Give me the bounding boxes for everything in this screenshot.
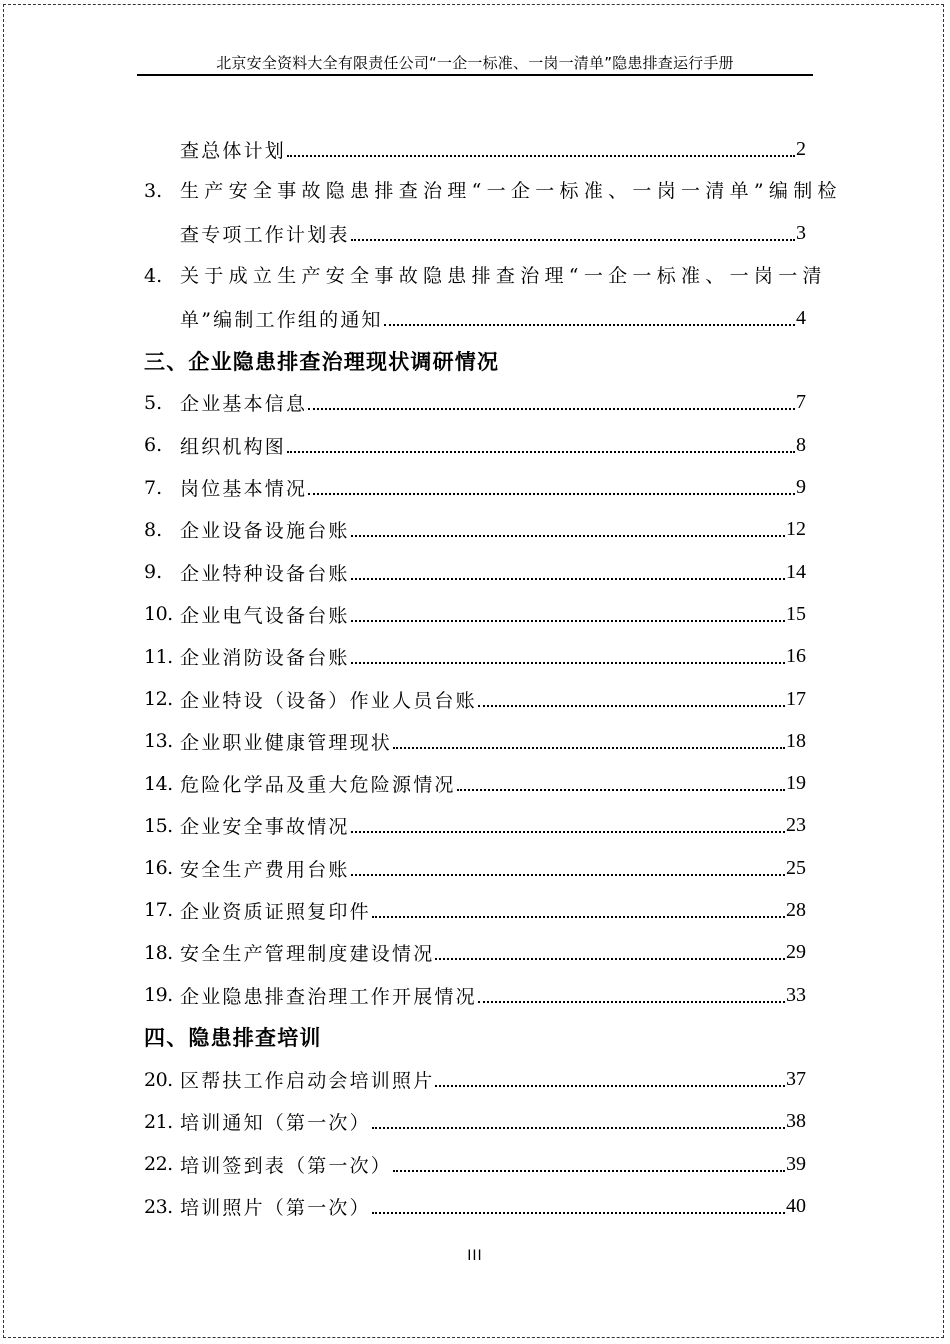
toc-page-number: 8 xyxy=(796,433,806,456)
toc-page-number: 17 xyxy=(786,687,806,710)
running-header: 北京安全资料大全有限责任公司“一企一标准、一岗一清单”隐患排查运行手册 xyxy=(216,54,734,72)
toc-page-number: 39 xyxy=(786,1152,806,1175)
toc-entry-number: 18. xyxy=(144,941,173,964)
toc-entry[interactable] xyxy=(144,509,806,551)
toc-entry[interactable] xyxy=(144,424,806,466)
toc-entry-number: 17. xyxy=(144,899,173,922)
dot-leader xyxy=(372,897,785,918)
toc-entry-number: 3. xyxy=(144,180,163,203)
dot-leader xyxy=(287,136,795,157)
toc-entry-number: 5. xyxy=(144,391,163,414)
toc-entry-number: 10. xyxy=(144,603,173,626)
toc-page-number: 37 xyxy=(786,1068,806,1091)
toc-entry[interactable] xyxy=(144,805,806,847)
toc-entry-number: 9. xyxy=(144,561,163,584)
section-heading-4[interactable]: 四、隐患排查培训 xyxy=(144,1025,322,1051)
dot-leader xyxy=(308,389,795,410)
toc-entry-label: 企业特设（设备）作业人员台账 xyxy=(180,689,477,712)
toc-entry-number: 16. xyxy=(144,857,173,880)
toc-entry-label: 安全生产管理制度建设情况 xyxy=(180,943,435,966)
toc-entry[interactable] xyxy=(144,382,806,424)
toc-page-number: 25 xyxy=(786,856,806,879)
toc-entry-label: 企业基本信息 xyxy=(180,393,308,416)
dot-leader xyxy=(457,770,785,791)
toc-entry-number: 8. xyxy=(144,518,163,541)
toc-entry-label: 企业特种设备台账 xyxy=(180,562,350,585)
toc-page-number: 33 xyxy=(786,983,806,1006)
section-3-entries xyxy=(144,382,806,1016)
toc-entry-number: 12. xyxy=(144,688,173,710)
toc-entry[interactable] xyxy=(144,551,806,593)
dot-leader xyxy=(372,1193,785,1214)
dot-leader xyxy=(478,982,785,1003)
dot-leader xyxy=(351,643,785,664)
toc-entry-label: 培训通知（第一次） xyxy=(180,1112,371,1135)
toc-entry-label: 危险化学品及重大危险源情况 xyxy=(180,774,456,797)
toc-page-number: 29 xyxy=(786,941,806,964)
toc-entry-3-line1[interactable] xyxy=(144,170,842,212)
toc-entry-number: 14. xyxy=(144,772,173,795)
toc-page-number: 4 xyxy=(796,306,806,329)
toc-entry[interactable] xyxy=(144,932,806,974)
page-number-footer: III xyxy=(467,1248,483,1264)
dot-leader xyxy=(287,432,795,453)
toc-page-number: 40 xyxy=(786,1195,806,1218)
toc-entry[interactable] xyxy=(144,678,806,720)
toc-entry-number: 19. xyxy=(144,984,173,1007)
dot-leader xyxy=(435,939,785,960)
toc-entry-label: 岗位基本情况 xyxy=(180,478,308,501)
toc-page-number: 23 xyxy=(786,814,806,837)
toc-entry-label: 企业电气设备台账 xyxy=(180,604,350,627)
toc-entry-label: 培训照片（第一次） xyxy=(180,1197,371,1220)
toc-entry[interactable] xyxy=(144,847,806,889)
toc-entry-number: 23. xyxy=(144,1195,173,1218)
section-heading-3[interactable]: 三、企业隐患排查治理现状调研情况 xyxy=(144,348,500,374)
table-of-contents xyxy=(144,128,842,1228)
toc-entry-4-line1[interactable] xyxy=(144,255,827,297)
toc-entry-label: 组织机构图 xyxy=(180,435,287,458)
toc-entry[interactable] xyxy=(144,1143,806,1185)
toc-entry-number: 13. xyxy=(144,730,173,753)
toc-page-number: 19 xyxy=(786,772,806,795)
toc-entry-number: 15. xyxy=(144,814,173,837)
toc-page-number: 15 xyxy=(786,602,806,625)
toc-entry[interactable] xyxy=(144,593,806,635)
toc-entry-label: 企业设备设施台账 xyxy=(180,520,350,543)
toc-entry-number: 4. xyxy=(144,264,163,287)
dot-leader xyxy=(384,305,795,326)
toc-entry-number: 21. xyxy=(144,1110,173,1133)
dot-leader xyxy=(351,812,785,833)
toc-entry-label: 培训签到表（第一次） xyxy=(180,1154,393,1177)
toc-entry-carryover[interactable] xyxy=(144,128,806,170)
toc-entry-4-line2[interactable] xyxy=(144,297,806,339)
dot-leader xyxy=(351,220,795,241)
toc-entry[interactable] xyxy=(144,466,806,508)
toc-page-number: 28 xyxy=(786,898,806,921)
toc-entry-label: 企业职业健康管理现状 xyxy=(180,731,393,754)
toc-entry-label: 企业消防设备台账 xyxy=(180,647,350,670)
toc-page-number: 18 xyxy=(786,729,806,752)
toc-entry-label: 安全生产费用台账 xyxy=(180,858,350,881)
toc-entry-number: 6. xyxy=(144,434,163,457)
toc-entry[interactable] xyxy=(144,974,806,1016)
toc-entry[interactable] xyxy=(144,1185,806,1227)
toc-entry-label: 关于成立生产安全事故隐患排查治理“一企一标准、一岗一清 xyxy=(180,264,827,287)
toc-entry-number: 20. xyxy=(144,1068,173,1091)
toc-entry[interactable] xyxy=(144,720,806,762)
toc-page-number: 16 xyxy=(786,645,806,668)
toc-entry-label: 企业隐患排查治理工作开展情况 xyxy=(180,985,477,1008)
toc-page-number: 7 xyxy=(796,391,806,414)
dot-leader xyxy=(393,1151,785,1172)
toc-entry[interactable] xyxy=(144,762,806,804)
toc-page-number: 14 xyxy=(786,560,806,583)
toc-entry-3-line2[interactable] xyxy=(144,213,806,255)
toc-page-number: 2 xyxy=(796,137,806,160)
toc-page-number: 9 xyxy=(796,476,806,499)
toc-entry-number: 7. xyxy=(144,476,163,499)
toc-page-number: 3 xyxy=(796,222,806,245)
toc-entry-label: 生产安全事故隐患排查治理“一企一标准、一岗一清单”编制检 xyxy=(180,180,842,203)
dot-leader xyxy=(478,686,785,707)
toc-entry[interactable] xyxy=(144,889,806,931)
dot-leader xyxy=(435,1066,785,1087)
toc-entry-label: 企业资质证照复印件 xyxy=(180,900,371,923)
dot-leader xyxy=(351,855,785,876)
dot-leader xyxy=(351,559,785,580)
toc-entry-number: 22. xyxy=(144,1153,173,1176)
toc-entry[interactable] xyxy=(144,1059,806,1101)
toc-entry-label: 查专项工作计划表 xyxy=(180,224,350,247)
toc-page-number: 38 xyxy=(786,1110,806,1133)
toc-page-number: 12 xyxy=(786,518,806,541)
dot-leader xyxy=(351,601,785,622)
toc-entry-label: 单”编制工作组的通知 xyxy=(180,308,383,331)
dot-leader xyxy=(372,1108,785,1129)
toc-entry-number: 11. xyxy=(144,645,173,668)
toc-entry[interactable] xyxy=(144,1101,806,1143)
toc-entry[interactable] xyxy=(144,636,806,678)
toc-entry-label: 企业安全事故情况 xyxy=(180,816,350,839)
header-rule xyxy=(137,74,813,76)
dot-leader xyxy=(393,728,785,749)
dot-leader xyxy=(351,516,785,537)
section-4-entries xyxy=(144,1059,806,1228)
dot-leader xyxy=(308,474,795,495)
toc-entry-label: 区帮扶工作启动会培训照片 xyxy=(180,1070,435,1093)
toc-entry-label: 查总体计划 xyxy=(180,139,287,162)
